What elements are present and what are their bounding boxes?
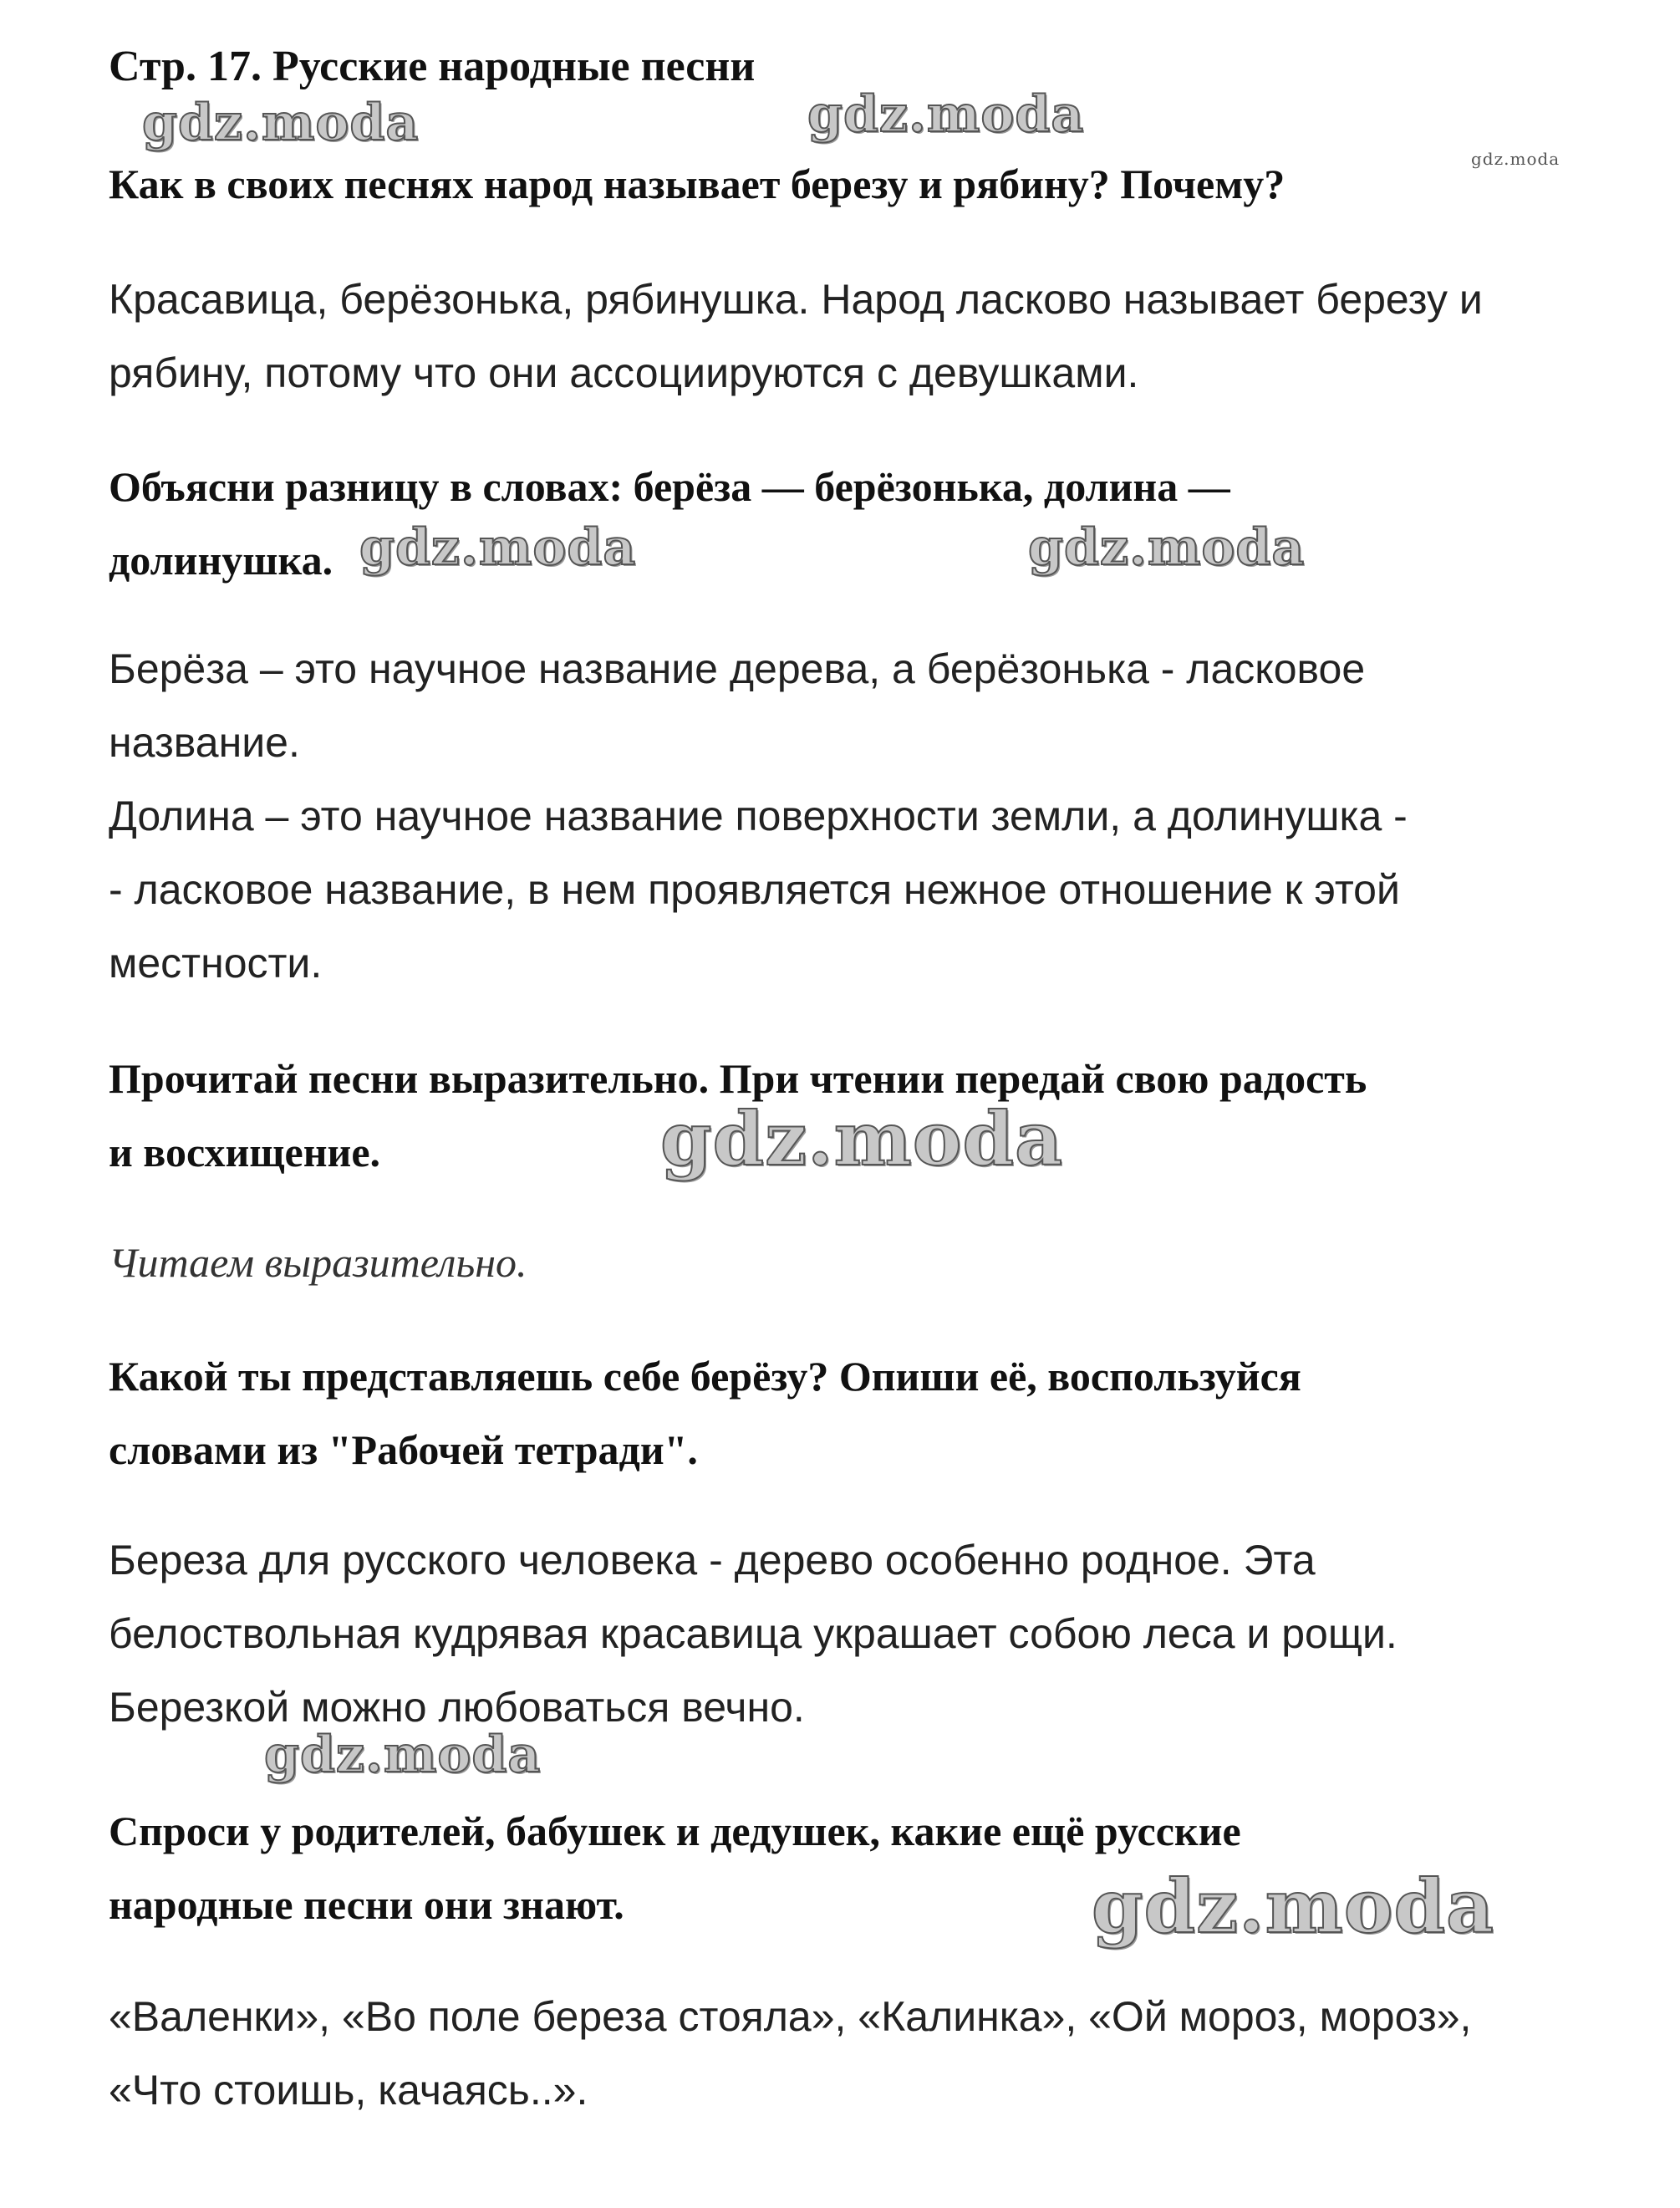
answer-1-line-2: рябину, потому что они ассоциируются с девушками. [109, 349, 1139, 396]
question-4-line-1: Какой ты представляешь себе берёзу? Опиши её, воспользуйся [109, 1353, 1301, 1400]
question-4 [109, 1339, 1580, 1486]
answer-2-line-4: - ласковое название, в нем проявляется нежное отношение к этой [109, 866, 1400, 913]
answer-2-line-3: Долина – это научное название поверхности земли, а долинушка - [109, 793, 1408, 839]
watermark: gdz.moda [1092, 1863, 1495, 1950]
answer-2-line-5: местности. [109, 940, 323, 987]
page-title: Стр. 17. Русские народные песни [109, 43, 756, 90]
question-2-line-2: долинушка. [109, 537, 333, 584]
question-4-line-2: словами из "Рабочей тетради". [109, 1426, 698, 1473]
watermark: gdz.moda [660, 1095, 1064, 1182]
question-5-line-2: народные песни они знают. [109, 1881, 624, 1928]
watermark: gdz.moda [142, 94, 420, 152]
answer-2-line-2: название. [109, 719, 300, 766]
watermark: gdz.moda [1471, 149, 1560, 169]
answer-5-line-1: «Валенки», «Во поле береза стояла», «Калинка», «Ой мороз, мороз», [109, 1993, 1472, 2040]
answer-5-line-2: «Что стоишь, качаясь..». [109, 2067, 588, 2114]
question-5 [109, 1794, 1580, 1941]
answer-3-line-1: Читаем выразительно. [109, 1239, 527, 1286]
question-3-line-1: Прочитай песни выразительно. При чтении передай свою радость [109, 1055, 1367, 1102]
answer-3 [109, 1226, 1580, 1299]
question-3 [109, 1042, 1580, 1189]
answer-4 [109, 1523, 1580, 1744]
answer-4-line-3: Березкой можно любоваться вечно. [109, 1684, 805, 1731]
question-1 [109, 147, 1580, 221]
question-2 [109, 450, 1580, 597]
question-5-line-1: Спроси у родителей, бабушек и дедушек, какие ещё русские [109, 1808, 1241, 1854]
answer-2 [109, 632, 1580, 1000]
question-3-line-2: и восхищение. [109, 1129, 381, 1175]
answer-4-line-1: Береза для русского человека - дерево особенно родное. Эта [109, 1537, 1316, 1583]
answer-4-line-2: белоствольная кудрявая красавица украшает собою леса и рощи. [109, 1610, 1397, 1657]
question-1-line-1: Как в своих песнях народ называет березу и рябину? Почему? [109, 161, 1285, 207]
watermark: gdz.moda [1028, 518, 1306, 577]
watermark: gdz.moda [807, 85, 1085, 144]
answer-1 [109, 263, 1580, 410]
answer-5 [109, 1980, 1580, 2127]
answer-2-line-1: Берёза – это научное название дерева, а берёзонька - ласковое [109, 645, 1366, 692]
answer-1-line-1: Красавица, берёзонька, рябинушка. Народ ласково называет березу и [109, 276, 1483, 323]
watermark: gdz.moda [264, 1726, 542, 1784]
question-2-line-1: Объясни разницу в словах: берёза — берёзонька, долина — [109, 463, 1230, 510]
watermark: gdz.moda [359, 518, 637, 577]
